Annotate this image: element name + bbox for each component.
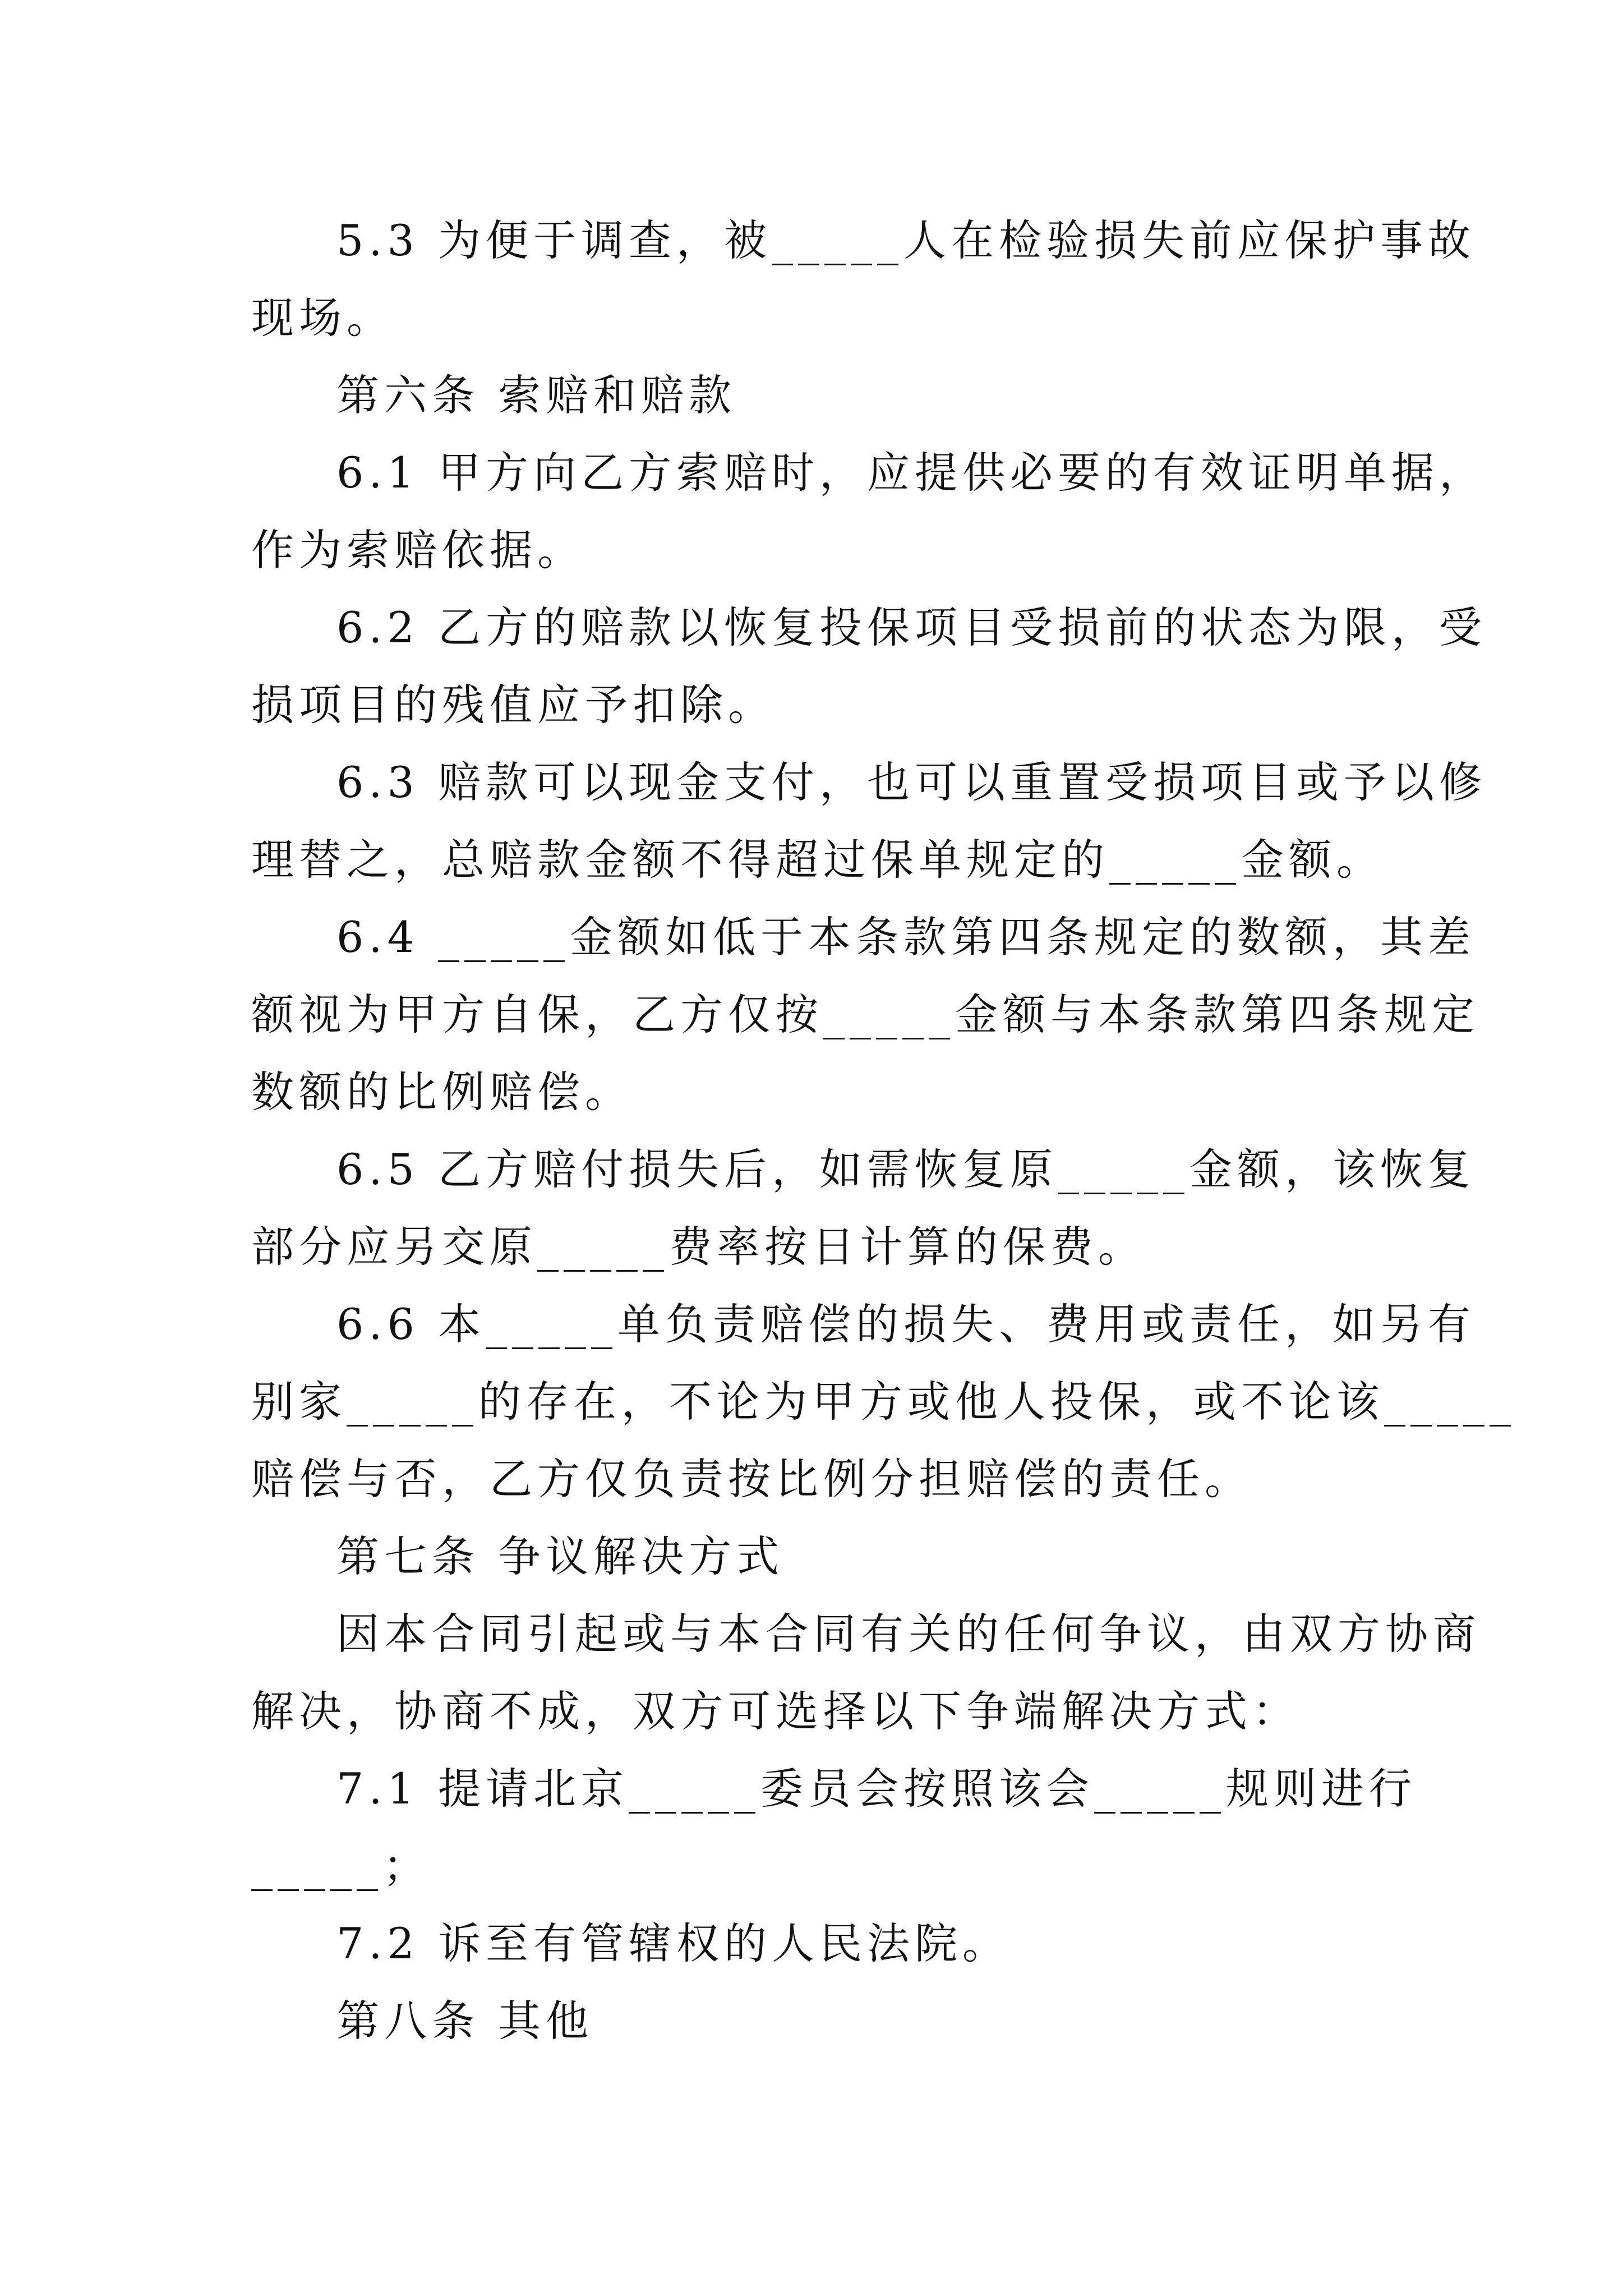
paragraph-line: 别家_____的存在，不论为甲方或他人投保，或不论该_____: [251, 1377, 1516, 1427]
paragraph-line: 6.1 甲方向乙方索赔时，应提供必要的有效证明单据，: [336, 448, 1487, 498]
paragraph-line: 数额的比例赔偿。: [251, 1067, 633, 1117]
paragraph-line: 6.3 赔款可以现金支付，也可以重置受损项目或予以修: [336, 757, 1487, 807]
paragraph-line: 因本合同引起或与本合同有关的任何争议，由双方协商: [336, 1609, 1481, 1659]
paragraph-line: 作为索赔依据。: [251, 525, 585, 575]
section-heading: 第七条 争议解决方式: [336, 1531, 785, 1581]
paragraph-line: 7.2 诉至有管辖权的人民法院。: [336, 1918, 1011, 1968]
paragraph-line: _____；: [251, 1841, 431, 1891]
paragraph-line: 6.2 乙方的赔款以恢复投保项目受损前的状态为限，受: [336, 602, 1487, 652]
paragraph-line: 5.3 为便于调查，被_____人在检验损失前应保护事故: [336, 215, 1476, 265]
section-heading: 第六条 索赔和赔款: [336, 370, 737, 420]
paragraph-line: 赔偿与否，乙方仅负责按比例分担赔偿的责任。: [251, 1454, 1252, 1504]
section-heading: 第八条 其他: [336, 1996, 594, 2046]
paragraph-line: 额视为甲方自保，乙方仅按_____金额与本条款第四条规定: [251, 990, 1479, 1039]
paragraph-line: 理替之，总赔款金额不得超过保单规定的_____金额。: [251, 835, 1384, 885]
paragraph-line: 6.4 _____金额如低于本条款第四条规定的数额，其差: [336, 912, 1476, 962]
paragraph-line: 6.5 乙方赔付损失后，如需恢复原_____金额，该恢复: [336, 1144, 1476, 1194]
document-body: [251, 202, 1516, 2060]
paragraph-line: 解决，协商不成，双方可选择以下争端解决方式：: [251, 1686, 1300, 1736]
paragraph-line: 6.6 本_____单负责赔偿的损失、费用或责任，如另有: [336, 1299, 1476, 1349]
paragraph-line: 7.1 提请北京_____委员会按照该会_____规则进行: [336, 1764, 1417, 1814]
paragraph-line: 部分应另交原_____费率按日计算的保费。: [251, 1222, 1146, 1272]
paragraph-line: 现场。: [251, 293, 394, 343]
paragraph-line: 损项目的残值应予扣除。: [251, 680, 776, 730]
